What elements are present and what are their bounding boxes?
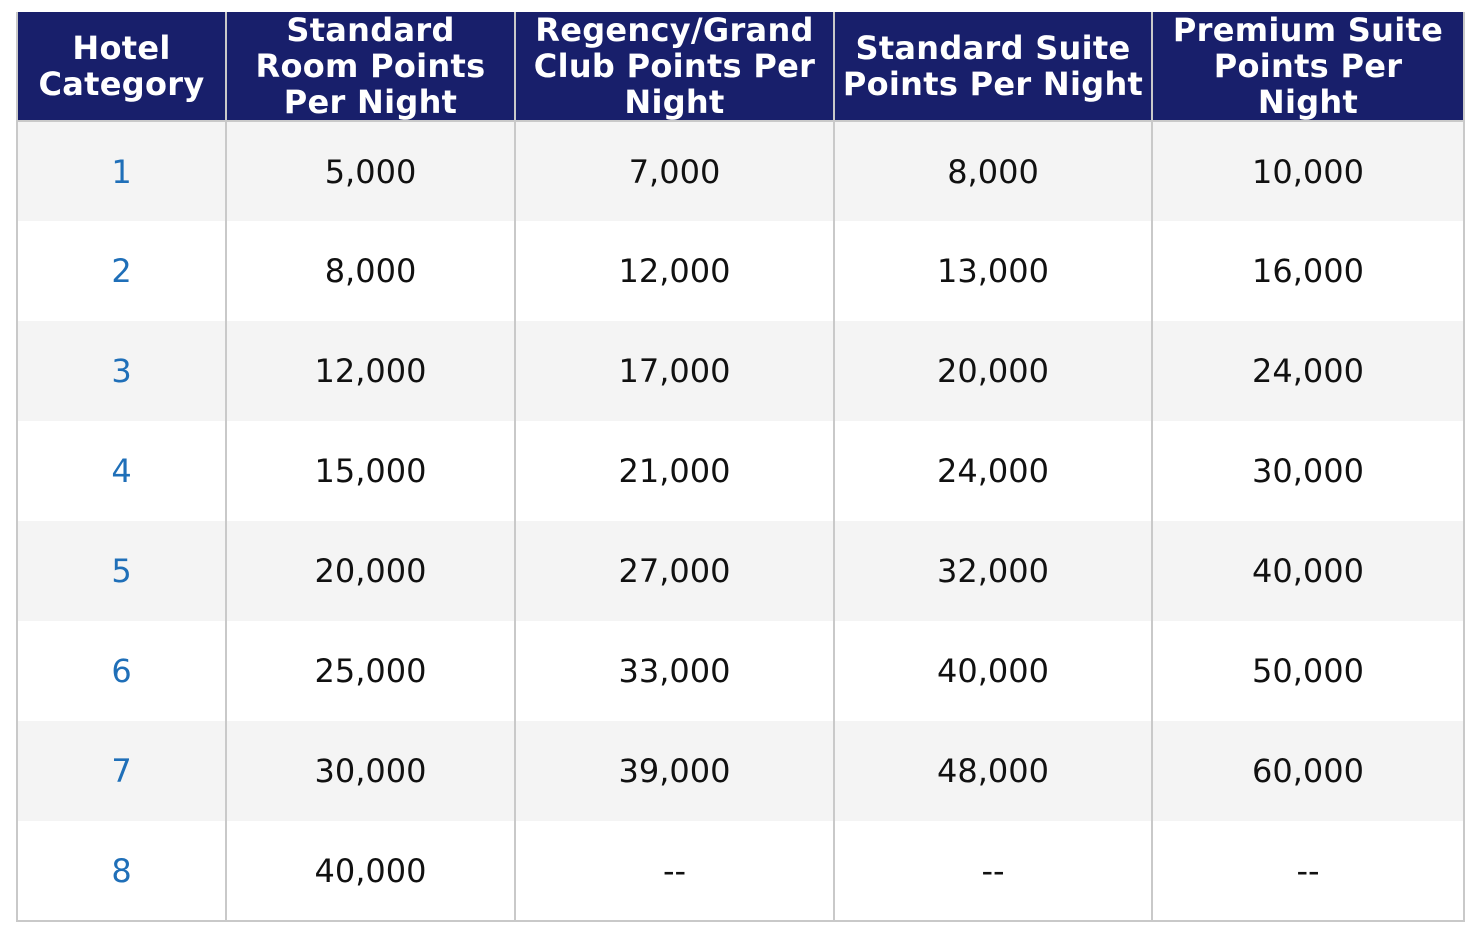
premium-suite-cell: 10,000 xyxy=(1152,121,1464,221)
club-cell: 27,000 xyxy=(515,521,834,621)
header-row xyxy=(17,12,1464,121)
club-cell: 12,000 xyxy=(515,221,834,321)
club-cell: 17,000 xyxy=(515,321,834,421)
standard-suite-cell: 20,000 xyxy=(834,321,1152,421)
premium-suite-cell: 24,000 xyxy=(1152,321,1464,421)
category-cell: 7 xyxy=(17,721,226,821)
table-header xyxy=(17,12,1464,121)
standard-room-cell: 25,000 xyxy=(226,621,515,721)
premium-suite-cell: 50,000 xyxy=(1152,621,1464,721)
premium-suite-cell: 30,000 xyxy=(1152,421,1464,521)
category-cell: 4 xyxy=(17,421,226,521)
table-body xyxy=(17,121,1464,921)
category-cell: 1 xyxy=(17,121,226,221)
table-row xyxy=(17,421,1464,521)
header-club-points: Regency/Grand Club Points Per Night xyxy=(515,12,834,121)
standard-suite-cell: 32,000 xyxy=(834,521,1152,621)
standard-suite-cell: 13,000 xyxy=(834,221,1152,321)
standard-suite-cell: 24,000 xyxy=(834,421,1152,521)
table-row xyxy=(17,321,1464,421)
header-standard-suite-points: Standard Suite Points Per Night xyxy=(834,12,1152,121)
club-cell: 33,000 xyxy=(515,621,834,721)
table-row xyxy=(17,121,1464,221)
standard-room-cell: 12,000 xyxy=(226,321,515,421)
award-chart-table xyxy=(16,12,1465,922)
premium-suite-cell: 60,000 xyxy=(1152,721,1464,821)
premium-suite-cell: 16,000 xyxy=(1152,221,1464,321)
standard-suite-cell: 40,000 xyxy=(834,621,1152,721)
category-cell: 8 xyxy=(17,821,226,921)
club-cell: 7,000 xyxy=(515,121,834,221)
header-hotel-category: Hotel Category xyxy=(17,12,226,121)
premium-suite-cell: 40,000 xyxy=(1152,521,1464,621)
club-cell: 39,000 xyxy=(515,721,834,821)
table-row xyxy=(17,521,1464,621)
category-cell: 5 xyxy=(17,521,226,621)
standard-suite-cell: 48,000 xyxy=(834,721,1152,821)
standard-room-cell: 20,000 xyxy=(226,521,515,621)
standard-room-cell: 30,000 xyxy=(226,721,515,821)
standard-room-cell: 15,000 xyxy=(226,421,515,521)
header-premium-suite-points: Premium Suite Points Per Night xyxy=(1152,12,1464,121)
club-cell: 21,000 xyxy=(515,421,834,521)
standard-suite-cell: -- xyxy=(834,821,1152,921)
club-cell: -- xyxy=(515,821,834,921)
header-standard-room-points: Standard Room Points Per Night xyxy=(226,12,515,121)
table-row xyxy=(17,221,1464,321)
premium-suite-cell: -- xyxy=(1152,821,1464,921)
table-row xyxy=(17,821,1464,921)
category-cell: 6 xyxy=(17,621,226,721)
standard-suite-cell: 8,000 xyxy=(834,121,1152,221)
table-row xyxy=(17,621,1464,721)
category-cell: 3 xyxy=(17,321,226,421)
category-cell: 2 xyxy=(17,221,226,321)
standard-room-cell: 40,000 xyxy=(226,821,515,921)
standard-room-cell: 5,000 xyxy=(226,121,515,221)
table-row xyxy=(17,721,1464,821)
standard-room-cell: 8,000 xyxy=(226,221,515,321)
